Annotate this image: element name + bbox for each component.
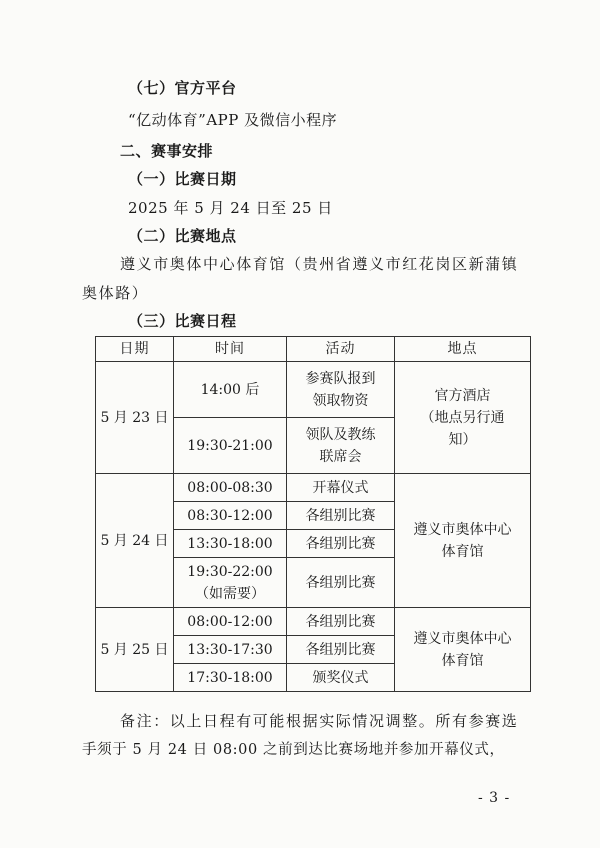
time-cell <box>174 558 287 608</box>
activity-line: 领取物资 <box>312 392 369 409</box>
time-cell: 19:30-21:00 <box>174 418 287 474</box>
notes-line-1: 备注：以上日程有可能根据实际情况调整。所有参赛选 <box>120 712 519 730</box>
time-cell: 08:00-12:00 <box>174 608 287 636</box>
time-line: （如需要） <box>195 585 265 602</box>
activity-line: 领队及教练 <box>305 426 376 443</box>
notes-line-2: 手须于 5 月 24 日 08:00 之前到达比赛场地并参加开幕仪式， <box>82 742 505 758</box>
schedule-table <box>95 336 531 692</box>
time-cell: 13:30-18:00 <box>174 530 287 558</box>
activity-line: 联席会 <box>319 448 362 465</box>
date-cell: 5 月 24 日 <box>96 474 174 608</box>
location-line: 体育馆 <box>441 652 484 669</box>
location-cell <box>395 362 531 474</box>
activity-cell: 各组别比赛 <box>287 530 395 558</box>
header-activity: 活动 <box>287 337 395 362</box>
venue-text-line-2: 奥体路） <box>82 284 149 302</box>
time-cell: 14:00 后 <box>174 362 287 418</box>
time-cell: 17:30-18:00 <box>174 664 287 692</box>
activity-cell: 各组别比赛 <box>287 636 395 664</box>
time-cell: 08:00-08:30 <box>174 474 287 502</box>
date-text: 2025 年 5 月 24 日至 25 日 <box>128 199 333 217</box>
date-cell: 5 月 25 日 <box>96 608 174 692</box>
venue-heading: （二）比赛地点 <box>128 227 237 245</box>
table-row <box>96 474 531 502</box>
time-cell: 13:30-17:30 <box>174 636 287 664</box>
activity-cell: 各组别比赛 <box>287 558 395 608</box>
time-line: 19:30-22:00 <box>187 563 273 580</box>
header-time: 时间 <box>174 337 287 362</box>
activity-cell: 颁奖仪式 <box>287 664 395 692</box>
location-line: 遵义市奥体中心 <box>413 521 512 538</box>
schedule-heading: 二、赛事安排 <box>120 142 214 160</box>
table-row <box>96 362 531 418</box>
activity-line: 参赛队报到 <box>305 370 376 387</box>
activity-cell <box>287 362 395 418</box>
page-number: - 3 - <box>478 790 511 806</box>
location-line: 遵义市奥体中心 <box>413 630 512 647</box>
activity-cell: 各组别比赛 <box>287 608 395 636</box>
timetable-heading: （三）比赛日程 <box>128 312 237 330</box>
activity-cell <box>287 418 395 474</box>
location-line: （地点另行通 <box>420 409 505 426</box>
location-line: 官方酒店 <box>434 387 491 404</box>
activity-cell: 各组别比赛 <box>287 502 395 530</box>
table-header-row <box>96 337 531 362</box>
time-cell: 08:30-12:00 <box>174 502 287 530</box>
location-cell <box>395 474 531 608</box>
location-cell <box>395 608 531 692</box>
location-line: 知） <box>448 431 477 448</box>
date-heading: （一）比赛日期 <box>128 170 237 188</box>
header-date: 日期 <box>96 337 174 362</box>
table-row <box>96 608 531 636</box>
header-location: 地点 <box>395 337 531 362</box>
date-cell: 5 月 23 日 <box>96 362 174 474</box>
platform-text: “亿动体育”APP 及微信小程序 <box>128 111 338 129</box>
activity-cell: 开幕仪式 <box>287 474 395 502</box>
location-line: 体育馆 <box>441 543 484 560</box>
venue-text-line-1: 遵义市奥体中心体育馆（贵州省遵义市红花岗区新蒲镇 <box>120 255 519 273</box>
platform-heading: （七）官方平台 <box>128 79 237 97</box>
